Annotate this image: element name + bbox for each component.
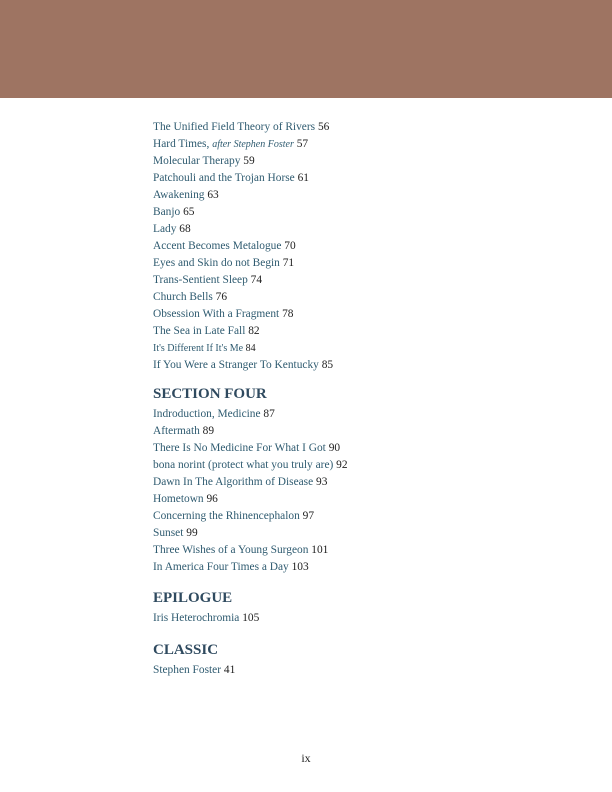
entry-title: The Sea in Late Fall <box>153 325 246 337</box>
toc-entry <box>153 238 573 255</box>
toc-entry <box>153 423 573 440</box>
entry-page: 103 <box>291 561 309 573</box>
toc-entry <box>153 204 573 221</box>
entry-title: Molecular Therapy <box>153 155 241 167</box>
toc-entry <box>153 508 573 525</box>
toc-entry <box>153 406 573 423</box>
entry-page: 85 <box>321 359 334 371</box>
entry-title: Indroduction, Medicine <box>153 408 261 420</box>
entry-subtitle: after Stephen Foster <box>212 139 294 150</box>
entry-page: 59 <box>243 155 255 167</box>
entry-page: 99 <box>186 527 198 539</box>
entry-title: Patchouli and the Trojan Horse <box>153 172 295 184</box>
toc-entry <box>153 170 573 187</box>
entry-page: 87 <box>263 408 275 420</box>
entry-page: 84 <box>245 343 256 354</box>
entry-title: It's Different If It's Me <box>153 343 244 354</box>
entry-title: Iris Heterochromia <box>153 612 240 624</box>
epilogue-heading: EPILOGUE <box>153 590 233 606</box>
entry-page: 41 <box>223 664 236 676</box>
entry-title: The Unified Field Theory of Rivers <box>153 121 316 133</box>
toc-entry <box>153 136 573 153</box>
toc-entry <box>153 559 573 576</box>
toc-entry <box>153 610 573 627</box>
toc-entry <box>153 340 573 357</box>
toc-entry <box>153 187 573 204</box>
entry-title: Church Bells <box>153 291 213 303</box>
toc-entry <box>153 525 573 542</box>
toc-entry <box>153 662 573 679</box>
entry-page: 68 <box>179 223 191 235</box>
toc-entry <box>153 542 573 559</box>
entry-page: 76 <box>215 291 228 303</box>
entry-page: 89 <box>202 425 215 437</box>
entry-page: 63 <box>207 189 219 201</box>
toc-entry <box>153 289 573 306</box>
entry-title: Dawn In The Algorithm of Disease <box>153 476 314 488</box>
toc-entry <box>153 306 573 323</box>
entry-title: Concerning the Rhinencephalon <box>153 510 300 522</box>
toc-entry <box>153 323 573 340</box>
toc-entry <box>153 221 573 238</box>
entry-page: 92 <box>336 459 348 471</box>
entry-page: 82 <box>248 325 260 337</box>
entry-title: In America Four Times a Day <box>153 561 289 573</box>
entry-title: Accent Becomes Metalogue <box>153 240 282 252</box>
entry-page: 61 <box>297 172 309 184</box>
toc-entry <box>153 153 573 170</box>
entry-title: There Is No Medicine For What I Got <box>153 442 326 454</box>
classic-heading: CLASSIC <box>153 642 219 658</box>
page-number: ix <box>301 751 311 765</box>
entry-title: bona norint (protect what you truly are) <box>153 459 334 471</box>
entry-title: Sunset <box>153 527 184 539</box>
table-of-contents <box>153 119 573 679</box>
entry-page: 56 <box>317 121 330 133</box>
toc-entry <box>153 255 573 272</box>
entry-page: 71 <box>282 257 295 269</box>
entry-page: 105 <box>242 612 260 624</box>
entry-page: 57 <box>296 138 309 150</box>
entry-page: 97 <box>302 510 315 522</box>
entry-title: Eyes and Skin do not Begin <box>153 257 280 269</box>
toc-entry <box>153 119 573 136</box>
entry-title: Banjo <box>153 206 181 218</box>
toc-entry <box>153 491 573 508</box>
toc-entry <box>153 457 573 474</box>
toc-entry <box>153 474 573 491</box>
section-four-heading: SECTION FOUR <box>153 386 267 402</box>
toc-entry <box>153 440 573 457</box>
header-band <box>0 0 612 98</box>
entry-title: Stephen Foster <box>153 664 222 676</box>
entry-title: If You Were a Stranger To Kentucky <box>153 359 319 371</box>
entry-page: 78 <box>282 308 294 320</box>
entry-title: Obsession With a Fragment <box>153 308 280 320</box>
entry-page: 65 <box>183 206 195 218</box>
entry-title: Lady <box>153 223 177 235</box>
entry-page: 70 <box>284 240 296 252</box>
entry-title: Three Wishes of a Young Surgeon <box>153 544 309 556</box>
toc-entry <box>153 357 573 374</box>
entry-page: 90 <box>328 442 341 454</box>
entry-title: Hard Times, <box>153 138 213 150</box>
entry-title: Trans-Sentient Sleep <box>153 274 248 286</box>
entry-page: 101 <box>311 544 329 556</box>
entry-page: 93 <box>316 476 328 488</box>
entry-title: Aftermath <box>153 425 200 437</box>
entry-title: Awakening <box>153 189 205 201</box>
entry-page: 74 <box>250 274 263 286</box>
entry-page: 96 <box>206 493 218 505</box>
entry-title: Hometown <box>153 493 204 505</box>
toc-entry <box>153 272 573 289</box>
